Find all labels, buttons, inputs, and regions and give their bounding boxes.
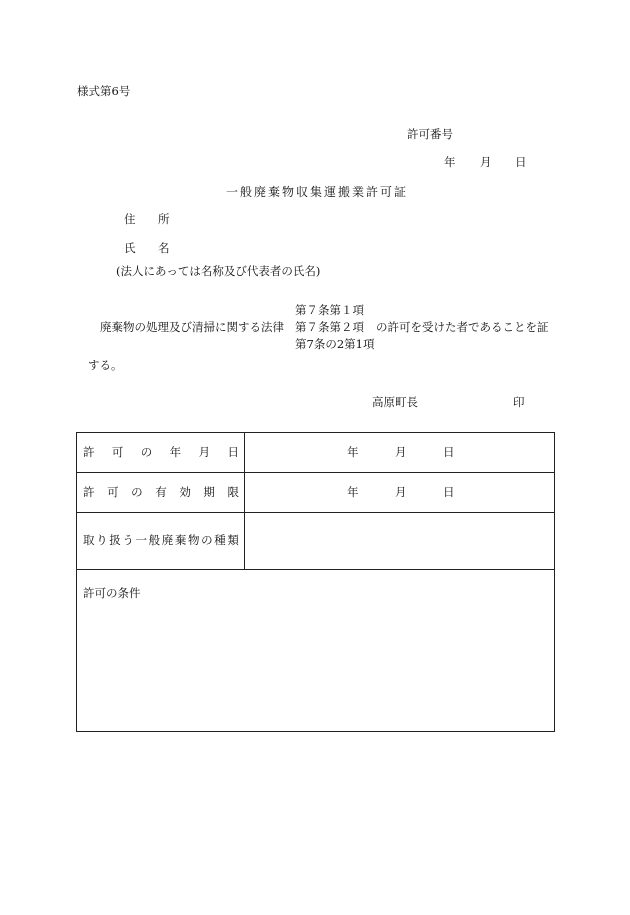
statement-suffix: の許可を受けた者であることを証: [376, 320, 549, 334]
corporation-note: (法人にあっては名称及び代表者の氏名): [116, 264, 321, 278]
permit-conditions-label: 許可の条件: [83, 586, 141, 600]
waste-type-label: 取 り 扱 う 一 般 廃 棄 物 の 種 類: [83, 533, 239, 547]
article-option-2: 第７条第２項: [295, 320, 364, 334]
column-divider: [244, 433, 245, 569]
row-divider: [77, 512, 554, 513]
seal-mark: 印: [513, 395, 525, 409]
row-divider: [77, 569, 554, 570]
issuer-title: 高原町長: [372, 395, 418, 409]
permit-date-label: 許 可 の 年 月 日: [83, 445, 239, 459]
date-month: 月: [480, 155, 492, 169]
statement-law-name: 廃棄物の処理及び清掃に関する法律: [100, 320, 284, 334]
row-divider: [77, 472, 554, 473]
article-option-3: 第7条の2第1項: [295, 337, 375, 351]
document-title: 一般廃棄物収集運搬業許可証: [226, 185, 409, 199]
date-year: 年: [444, 155, 456, 169]
article-option-1: 第７条第１項: [295, 303, 364, 317]
statement-continuation: する。: [88, 358, 123, 372]
date-day: 日: [515, 155, 527, 169]
validity-period-label: 許 可 の 有 効 期 限: [83, 485, 239, 499]
permit-table: 許 可 の 年 月 日 年 月 日 許 可 の 有 効 期 限 年 月 日 取 り 扱 う 一 般 廃 棄 物 の 種 類 許可の条件: [76, 432, 555, 732]
permit-number-label: 許可番号: [407, 127, 453, 141]
form-number: 様式第6号: [77, 84, 131, 98]
